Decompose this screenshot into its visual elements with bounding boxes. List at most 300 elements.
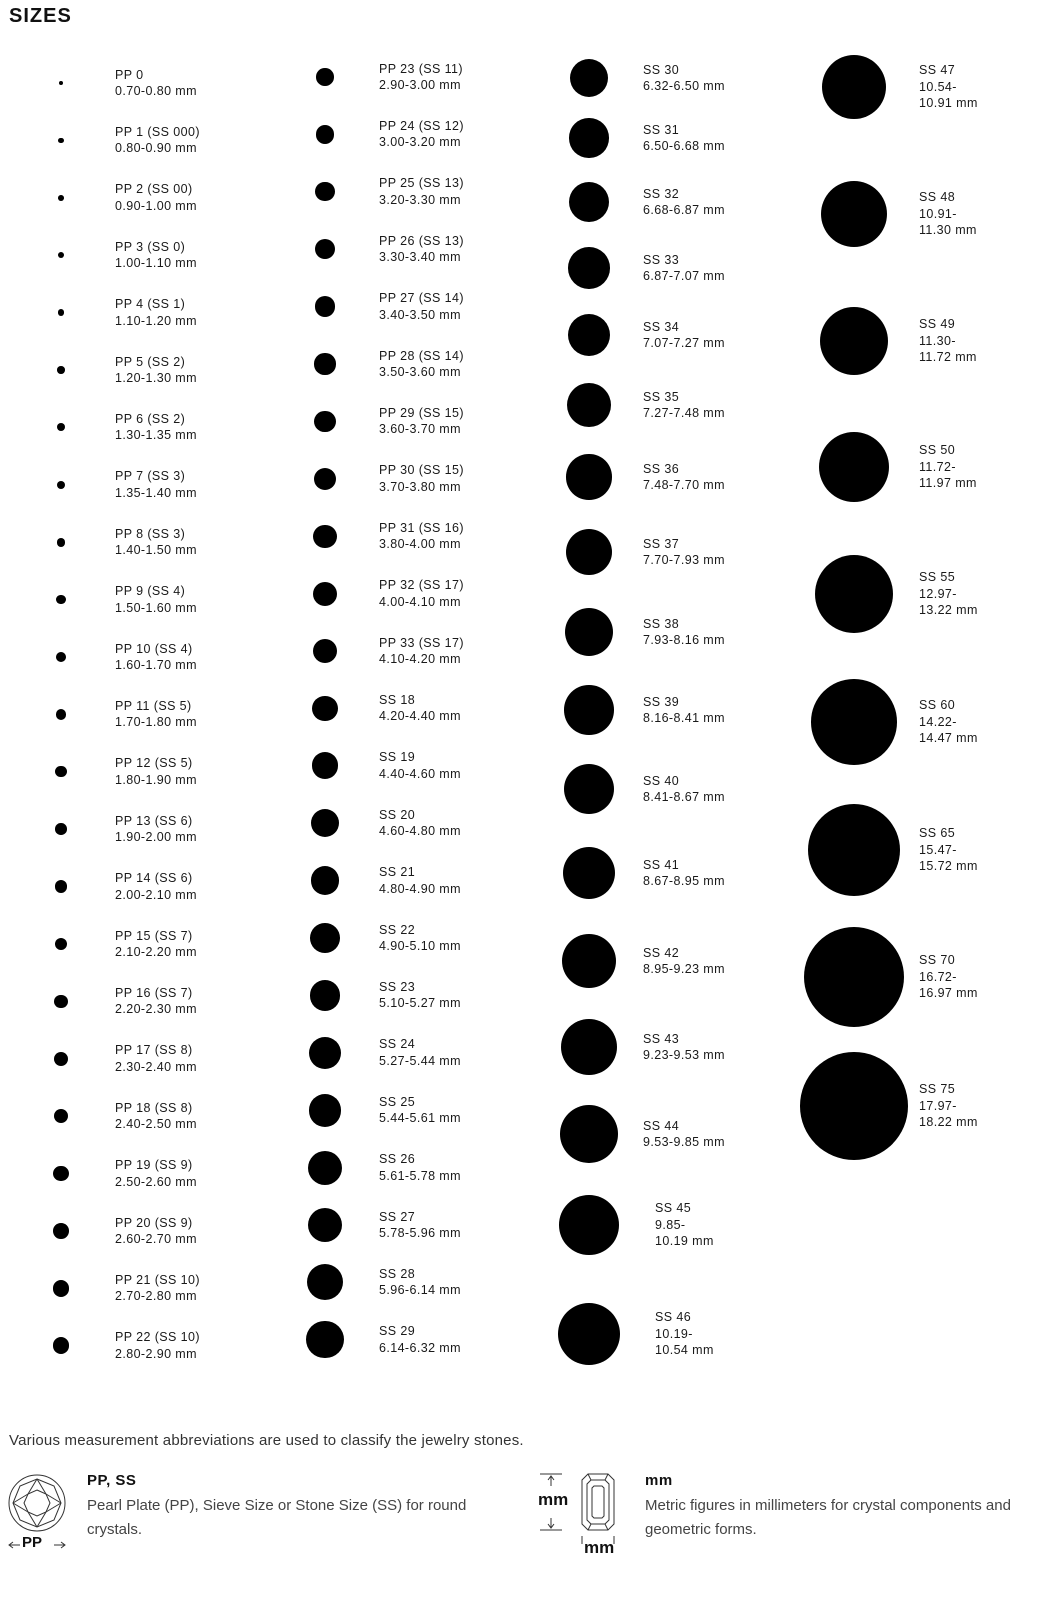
size-label	[115, 526, 197, 559]
size-dot	[568, 247, 610, 289]
size-label	[919, 1081, 978, 1131]
size-range: 2.10-2.20 mm	[115, 945, 197, 959]
size-range: 3.20-3.30 mm	[379, 192, 461, 207]
size-range: 12.97-	[919, 586, 957, 601]
size-label	[643, 319, 725, 352]
size-range: 1.30-1.35 mm	[115, 428, 197, 443]
size-range: 8.16-8.41 mm	[643, 711, 725, 725]
size-range: 11.30-	[919, 333, 956, 348]
size-label	[379, 290, 464, 323]
size-dot	[54, 1052, 68, 1066]
size-range: 2.90-3.00 mm	[379, 78, 461, 92]
size-dot	[311, 866, 340, 895]
size-label	[643, 694, 725, 727]
size-range: 2.60-2.70 mm	[115, 1232, 197, 1246]
size-dot	[57, 366, 64, 373]
size-range: 8.41-8.67 mm	[643, 790, 725, 804]
size-name: SS 22	[379, 922, 416, 937]
size-range: 7.93-8.16 mm	[643, 633, 725, 647]
size-name: PP 26 (SS 13)	[379, 233, 464, 248]
size-dot	[313, 525, 336, 548]
size-name: SS 46	[655, 1310, 692, 1325]
size-dot	[313, 639, 338, 664]
size-label	[379, 61, 463, 94]
size-dot	[306, 1321, 343, 1358]
size-name: SS 43	[643, 1031, 680, 1046]
size-label	[115, 1157, 197, 1190]
size-label	[379, 1266, 461, 1299]
size-label	[379, 807, 461, 840]
size-dot	[53, 1166, 68, 1181]
size-range: 0.80-0.90 mm	[115, 141, 197, 156]
size-label	[379, 175, 464, 208]
size-range: 1.50-1.60 mm	[115, 600, 197, 615]
size-range: 1.00-1.10 mm	[115, 256, 197, 271]
size-label	[115, 755, 197, 788]
size-dot	[309, 1037, 341, 1069]
size-range: 0.70-0.80 mm	[115, 84, 197, 98]
size-label	[379, 1151, 461, 1184]
size-dot	[315, 182, 334, 201]
size-range: 1.80-1.90 mm	[115, 772, 197, 787]
size-label	[379, 1209, 461, 1242]
size-dot	[314, 468, 336, 490]
size-range: 4.00-4.10 mm	[379, 594, 461, 609]
size-label	[643, 389, 725, 422]
size-dot	[310, 980, 341, 1011]
size-range: 4.80-4.90 mm	[379, 881, 461, 896]
size-dot	[560, 1105, 618, 1163]
size-range: 11.72-	[919, 459, 956, 474]
mm-icon-label-side: mm	[538, 1490, 569, 1509]
size-label	[643, 857, 725, 890]
size-range: 5.27-5.44 mm	[379, 1053, 461, 1068]
size-name: SS 25	[379, 1094, 416, 1109]
size-range: 15.47-	[919, 842, 957, 857]
size-dot	[53, 1280, 69, 1296]
size-dot	[565, 608, 613, 656]
size-label	[115, 813, 197, 846]
size-range: 2.80-2.90 mm	[115, 1346, 197, 1361]
size-dot	[804, 927, 904, 1027]
size-dot	[56, 595, 65, 604]
size-label	[379, 405, 464, 438]
size-name: SS 40	[643, 773, 680, 788]
size-range: 3.60-3.70 mm	[379, 422, 461, 437]
size-range: 6.87-7.07 mm	[643, 269, 725, 283]
size-dot	[54, 995, 67, 1008]
size-label	[379, 462, 464, 495]
size-label	[379, 1094, 461, 1127]
size-name: SS 29	[379, 1324, 416, 1339]
size-name: SS 35	[643, 389, 680, 404]
size-name: SS 60	[919, 698, 956, 713]
size-range: 9.85-	[655, 1217, 686, 1232]
legend-mm-text: Metric figures in millimeters for crystal components and geometric forms.	[645, 1497, 1011, 1538]
size-name: SS 21	[379, 865, 416, 880]
mm-icon-label-bottom: mm	[584, 1538, 615, 1557]
size-label	[655, 1200, 714, 1250]
size-name: SS 44	[643, 1118, 680, 1133]
size-range: 3.30-3.40 mm	[379, 250, 461, 265]
size-range-cont: 11.72 mm	[919, 350, 977, 365]
size-name: PP 7 (SS 3)	[115, 469, 186, 484]
size-dot	[800, 1052, 908, 1160]
size-range: 6.50-6.68 mm	[643, 139, 725, 153]
size-range: 7.48-7.70 mm	[643, 478, 725, 492]
size-label	[115, 124, 200, 157]
size-range: 5.78-5.96 mm	[379, 1226, 461, 1240]
size-range: 3.50-3.60 mm	[379, 365, 461, 379]
size-name: PP 19 (SS 9)	[115, 1158, 193, 1173]
size-range-cont: 10.19 mm	[655, 1234, 714, 1249]
size-label	[115, 239, 197, 272]
size-name: PP 23 (SS 11)	[379, 61, 463, 76]
size-dot	[564, 685, 613, 734]
size-range-cont: 10.91 mm	[919, 96, 978, 111]
size-range: 8.67-8.95 mm	[643, 874, 725, 888]
size-dot	[57, 423, 65, 431]
size-label	[115, 1329, 200, 1362]
size-label	[115, 1100, 197, 1133]
size-name: SS 26	[379, 1152, 416, 1167]
size-range: 10.19-	[655, 1326, 693, 1341]
size-name: SS 36	[643, 461, 680, 476]
size-label	[643, 186, 725, 219]
size-range-cont: 18.22 mm	[919, 1115, 978, 1130]
size-dot	[312, 696, 338, 722]
size-range: 1.10-1.20 mm	[115, 313, 197, 328]
size-name: SS 39	[643, 694, 680, 709]
size-dot	[820, 307, 889, 376]
size-name: PP 5 (SS 2)	[115, 354, 186, 369]
size-dot	[56, 652, 66, 662]
size-dot	[315, 296, 336, 317]
size-name: SS 28	[379, 1266, 416, 1281]
size-dot	[59, 81, 63, 85]
size-label	[379, 1323, 461, 1356]
size-range: 14.22-	[919, 714, 957, 729]
size-label	[115, 67, 197, 100]
size-range: 6.14-6.32 mm	[379, 1340, 461, 1355]
size-range: 5.96-6.14 mm	[379, 1283, 461, 1298]
size-name: PP 12 (SS 5)	[115, 756, 193, 771]
size-dot	[562, 934, 616, 988]
size-label	[919, 62, 978, 112]
size-label	[643, 62, 725, 95]
size-name: SS 45	[655, 1201, 692, 1216]
size-label	[919, 952, 978, 1002]
size-range: 5.10-5.27 mm	[379, 996, 461, 1011]
size-name: SS 65	[919, 826, 956, 841]
size-range-cont: 11.97 mm	[919, 476, 977, 491]
size-label	[379, 577, 464, 610]
size-label	[379, 635, 464, 668]
size-range: 2.30-2.40 mm	[115, 1059, 197, 1074]
size-name: SS 42	[643, 945, 680, 960]
size-range: 17.97-	[919, 1098, 957, 1113]
size-dot	[53, 1337, 70, 1354]
size-range: 3.00-3.20 mm	[379, 135, 461, 150]
size-range: 2.50-2.60 mm	[115, 1174, 197, 1189]
size-range: 9.53-9.85 mm	[643, 1135, 725, 1149]
pp-icon-label: PP	[22, 1534, 43, 1551]
size-range: 1.35-1.40 mm	[115, 485, 197, 500]
size-name: PP 2 (SS 00)	[115, 182, 193, 197]
size-name: SS 41	[643, 857, 680, 872]
size-dot	[811, 679, 897, 765]
size-name: PP 24 (SS 12)	[379, 118, 464, 133]
size-range: 7.07-7.27 mm	[643, 336, 725, 350]
size-name: SS 30	[643, 62, 680, 77]
size-name: PP 20 (SS 9)	[115, 1215, 193, 1230]
size-range: 9.23-9.53 mm	[643, 1048, 725, 1062]
size-range: 1.70-1.80 mm	[115, 715, 197, 730]
size-range: 6.68-6.87 mm	[643, 203, 725, 217]
size-dot	[569, 118, 608, 157]
size-name: PP 6 (SS 2)	[115, 411, 186, 426]
size-name: SS 38	[643, 616, 680, 631]
size-dot	[314, 353, 335, 374]
size-label	[379, 692, 461, 725]
size-label	[115, 411, 197, 444]
size-name: PP 4 (SS 1)	[115, 297, 186, 312]
size-dot	[58, 138, 63, 143]
size-range: 16.72-	[919, 969, 957, 984]
size-label	[643, 1031, 725, 1064]
size-name: PP 18 (SS 8)	[115, 1100, 193, 1115]
size-dot	[566, 454, 611, 499]
size-range: 4.10-4.20 mm	[379, 652, 461, 666]
size-label	[115, 296, 197, 329]
size-name: SS 18	[379, 692, 416, 707]
size-dot	[54, 1109, 69, 1124]
size-dot	[316, 68, 334, 86]
size-dot	[569, 182, 609, 222]
size-range: 4.60-4.80 mm	[379, 824, 461, 839]
size-name: PP 29 (SS 15)	[379, 405, 464, 420]
size-range: 0.90-1.00 mm	[115, 198, 197, 213]
size-dot	[309, 1094, 342, 1127]
size-dot	[566, 529, 613, 576]
size-range: 10.54-	[919, 79, 957, 94]
size-dot	[312, 752, 339, 779]
size-range: 1.40-1.50 mm	[115, 543, 197, 558]
size-name: SS 31	[643, 122, 680, 137]
size-name: PP 30 (SS 15)	[379, 463, 464, 478]
size-name: SS 70	[919, 953, 956, 968]
size-range-cont: 14.47 mm	[919, 731, 978, 746]
size-range-cont: 15.72 mm	[919, 859, 978, 874]
size-range: 6.32-6.50 mm	[643, 79, 725, 93]
size-dot	[821, 181, 887, 247]
size-range: 4.90-5.10 mm	[379, 939, 461, 953]
size-range: 1.20-1.30 mm	[115, 371, 197, 385]
size-name: PP 15 (SS 7)	[115, 928, 193, 943]
size-label	[115, 698, 197, 731]
size-dot	[57, 538, 66, 547]
size-name: PP 14 (SS 6)	[115, 871, 193, 886]
size-dot	[561, 1019, 617, 1075]
size-dot	[559, 1195, 619, 1255]
size-name: SS 49	[919, 317, 956, 332]
size-dot	[822, 55, 886, 119]
size-label	[379, 1036, 461, 1069]
size-name: PP 28 (SS 14)	[379, 348, 464, 363]
size-label	[643, 461, 725, 494]
size-range: 5.61-5.78 mm	[379, 1168, 461, 1183]
size-dot	[563, 847, 616, 900]
size-label	[115, 181, 197, 214]
size-label	[919, 825, 978, 875]
size-dot	[53, 1223, 69, 1239]
size-dot	[568, 314, 611, 357]
size-range: 2.00-2.10 mm	[115, 887, 197, 902]
size-dot	[567, 383, 611, 427]
size-name: SS 37	[643, 536, 680, 551]
size-label	[379, 864, 461, 897]
legend-pp-text: Pearl Plate (PP), Sieve Size or Stone Size (SS) for round crystals.	[87, 1497, 467, 1538]
size-range: 1.90-2.00 mm	[115, 830, 197, 845]
size-label	[115, 1272, 200, 1305]
size-range: 4.20-4.40 mm	[379, 709, 461, 724]
size-name: PP 9 (SS 4)	[115, 584, 186, 599]
size-label	[643, 122, 725, 155]
size-dot	[57, 481, 65, 489]
size-label	[379, 348, 464, 381]
size-range: 2.40-2.50 mm	[115, 1117, 197, 1132]
size-label	[919, 697, 978, 747]
size-dot	[55, 880, 67, 892]
size-range-cont: 10.54 mm	[655, 1343, 714, 1358]
size-dot	[564, 764, 615, 815]
size-name: PP 13 (SS 6)	[115, 813, 193, 828]
size-dot	[58, 195, 64, 201]
size-label	[379, 749, 461, 782]
size-label	[643, 773, 725, 806]
size-name: PP 27 (SS 14)	[379, 291, 464, 306]
size-label	[115, 641, 197, 674]
size-name: SS 20	[379, 807, 416, 822]
size-range-cont: 11.30 mm	[919, 223, 977, 238]
size-label	[115, 928, 197, 961]
size-name: PP 0	[115, 67, 144, 82]
size-range-cont: 16.97 mm	[919, 986, 978, 1001]
size-range-cont: 13.22 mm	[919, 603, 978, 618]
intro-text: Various measurement abbreviations are used to classify the jewelry stones.	[9, 1432, 524, 1449]
size-dot	[308, 1208, 343, 1243]
size-range: 3.40-3.50 mm	[379, 307, 461, 322]
size-dot	[55, 823, 67, 835]
legend-mm-title: mm	[645, 1472, 673, 1489]
size-name: SS 33	[643, 252, 680, 267]
size-range: 3.70-3.80 mm	[379, 479, 461, 494]
size-dot	[307, 1264, 343, 1300]
size-dot	[316, 125, 334, 143]
size-dot	[58, 252, 64, 258]
size-label	[919, 316, 977, 366]
size-name: PP 16 (SS 7)	[115, 985, 193, 1000]
size-name: PP 8 (SS 3)	[115, 526, 186, 541]
size-label	[379, 118, 464, 151]
size-name: SS 23	[379, 979, 416, 994]
size-dot	[311, 809, 339, 837]
size-name: PP 17 (SS 8)	[115, 1043, 193, 1058]
size-name: SS 32	[643, 186, 680, 201]
size-name: SS 19	[379, 750, 416, 765]
size-dot	[558, 1303, 620, 1365]
size-dot	[819, 432, 890, 503]
size-label	[115, 870, 197, 903]
size-range: 2.20-2.30 mm	[115, 1002, 197, 1017]
size-name: SS 47	[919, 63, 956, 78]
size-dot	[308, 1151, 342, 1185]
size-name: SS 55	[919, 570, 956, 585]
size-label	[115, 468, 197, 501]
size-label	[643, 252, 725, 285]
size-dot	[808, 804, 901, 897]
size-label	[919, 569, 978, 619]
size-name: PP 22 (SS 10)	[115, 1330, 200, 1345]
size-label	[643, 1118, 725, 1151]
size-label	[115, 1215, 197, 1248]
size-range: 4.40-4.60 mm	[379, 766, 461, 781]
size-dot	[313, 582, 337, 606]
size-dot	[55, 766, 66, 777]
size-name: SS 50	[919, 443, 956, 458]
size-label	[655, 1309, 714, 1359]
size-dot	[310, 923, 340, 953]
size-name: SS 75	[919, 1082, 956, 1097]
size-label	[643, 616, 725, 649]
emerald-cut-icon	[532, 1470, 632, 1560]
size-range: 1.60-1.70 mm	[115, 658, 197, 672]
size-name: PP 3 (SS 0)	[115, 239, 186, 254]
size-name: PP 33 (SS 17)	[379, 635, 464, 650]
size-label	[919, 189, 977, 239]
size-range: 3.80-4.00 mm	[379, 537, 461, 552]
size-label	[919, 442, 977, 492]
size-label	[115, 1042, 197, 1075]
size-label	[379, 922, 461, 955]
size-dot	[55, 938, 68, 951]
size-name: PP 25 (SS 13)	[379, 176, 464, 191]
size-label	[115, 583, 197, 616]
size-range: 7.70-7.93 mm	[643, 553, 725, 567]
size-label	[379, 979, 461, 1012]
size-name: PP 32 (SS 17)	[379, 578, 464, 593]
size-range: 5.44-5.61 mm	[379, 1111, 461, 1126]
size-name: PP 10 (SS 4)	[115, 641, 193, 656]
size-name: SS 34	[643, 319, 680, 334]
size-label	[115, 354, 197, 387]
size-dot	[58, 309, 65, 316]
size-dot	[56, 709, 66, 719]
size-dot	[314, 411, 336, 433]
size-name: SS 48	[919, 190, 956, 205]
legend-pp-title: PP, SS	[87, 1472, 137, 1489]
size-name: PP 31 (SS 16)	[379, 520, 464, 535]
size-label	[115, 985, 197, 1018]
size-name: SS 27	[379, 1209, 416, 1224]
size-dot	[315, 239, 335, 259]
size-range: 7.27-7.48 mm	[643, 406, 725, 420]
size-name: SS 24	[379, 1037, 416, 1052]
size-name: PP 11 (SS 5)	[115, 698, 192, 713]
size-range: 8.95-9.23 mm	[643, 962, 725, 976]
size-range: 10.91-	[919, 206, 957, 221]
size-dot	[570, 59, 608, 97]
